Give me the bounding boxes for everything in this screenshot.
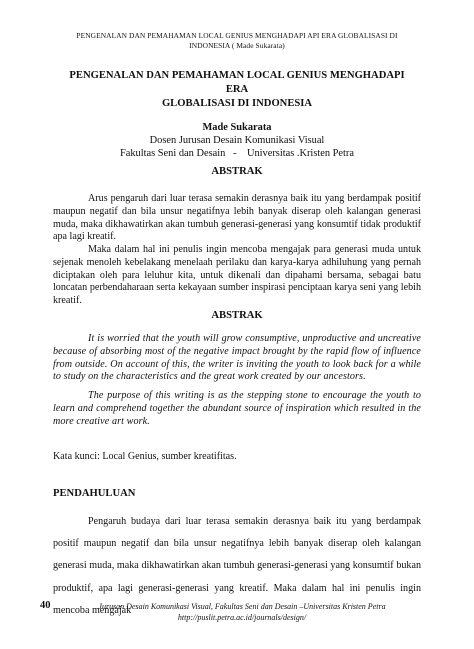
footer-url: http://puslit.petra.ac.id/journals/design/ [177, 613, 307, 622]
keywords: Kata kunci: Local Genius, sumber kreatifitas. [53, 451, 237, 462]
author-block [58, 121, 416, 160]
abstract-english-heading: ABSTRAK [211, 310, 263, 321]
abstract-indonesian-heading: ABSTRAK [211, 166, 263, 177]
author-affiliation-department: Dosen Jurusan Desain Komunikasi Visual [149, 135, 325, 146]
paper-title-line-2: GLOBALISASI DI INDONESIA [161, 98, 313, 109]
page-number: 40 [40, 600, 51, 611]
footer-institution: Jurusan Desain Komunikasi Visual, Fakultas Seni dan Desain –Universitas Kristen Petra [98, 602, 386, 611]
page-footer [58, 601, 426, 623]
author-affiliation-faculty: Fakultas Seni dan Desain - Universitas .Kristen Petra [119, 148, 355, 159]
abstract-indonesian-paragraph-2: Maka dalam hal ini penulis ingin mencoba mengajak para generasi muda untuk sejenak menoleh kebelakang menelaah perilaku dan karya-karya adhiluhung yang pernah diciptakan oleh para leluhur kita, untuk dikenali dan dipahami bersama, sebagai batu loncatan perbendaharaan serta kekayaan sumber inspirasi penciptaan karya seni yang lebih kreatif. [53, 244, 421, 307]
author-name: Made Sukarata [202, 122, 272, 133]
running-head-line-2: INDONESIA ( Made Sukarata) [189, 41, 285, 50]
abstract-english-paragraph-2: The purpose of this writing is as the stepping stone to encourage the youth to learn and comprehend together the abundant source of inspiration which resulted in the more creative art work. [53, 390, 421, 427]
running-head [60, 31, 414, 51]
abstract-indonesian-paragraph-1: Arus pengaruh dari luar terasa semakin derasnya baik itu yang berdampak positif maupun negatif dan bila unsur negatifnya lebih banyak diserap oleh kalangan generasi muda, maka dikhawatirkan akan tumbuh generasi-generasi yang konsumtif tidak produktif apa lagi kreatif. [53, 193, 421, 243]
introduction-paragraph: Pengaruh budaya dari luar terasa semakin derasnya baik itu yang berdampak positif maupun negatif dan bila unsur negatifnya lebih banyak diserap oleh kalangan generasi muda, maka dikhawatirkan akan tumbuh generasi-generasi yang konsumtif bukan produktif, apa lagi generasi-generasi yang kreatif. Maka dalam hal ini penulis ingin mencoba mengajak [53, 516, 421, 616]
paper-title-line-1: PENGENALAN DAN PEMAHAMAN LOCAL GENIUS MENGHADAPI ERA [69, 70, 405, 95]
abstract-english-paragraph-1: It is worried that the youth will grow consumptive, unproductive and uncreative because of absorbing most of the negative impact brought by the rapid flow of influence from outside. On account of this, the writer is inviting the youth to look back for a while to study on the characteristics and the great work created by our ancestors. [53, 333, 421, 383]
running-head-line-1: PENGENALAN DAN PEMAHAMAN LOCAL GENIUS MENGHADAPI API ERA GLOBALISASI DI [76, 31, 398, 40]
introduction-heading: PENDAHULUAN [53, 488, 136, 499]
paper-title [58, 69, 416, 111]
